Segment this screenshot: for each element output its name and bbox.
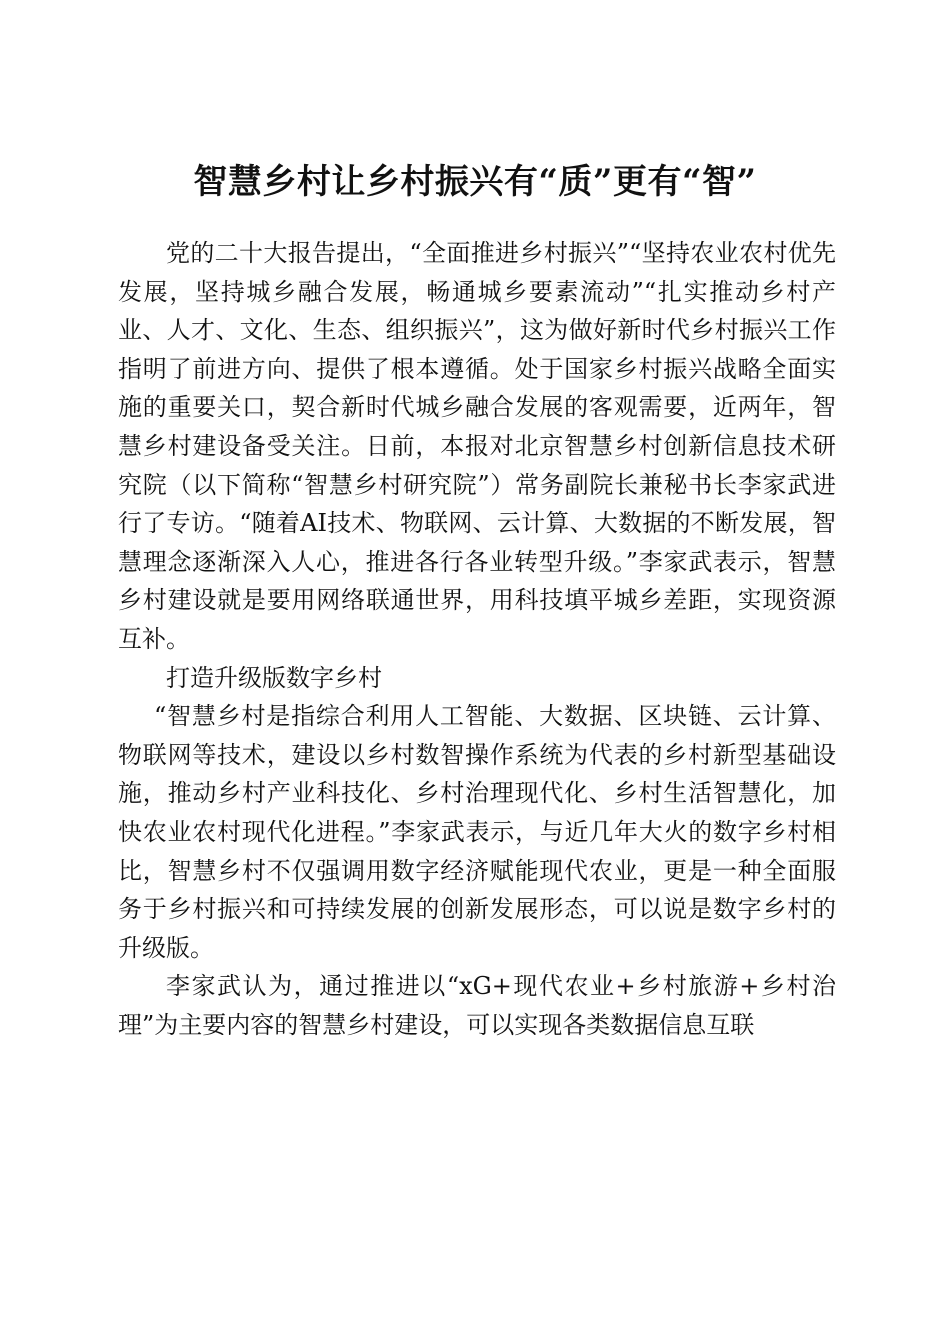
document-body <box>118 234 836 1044</box>
paragraph-intro: 党的二十大报告提出，“全面推进乡村振兴”“坚持农业农村优先发展，坚持城乡融合发展，畅通城乡要素流动”“扎实推动乡村产业、人才、文化、生态、组织振兴”，这为做好新时代乡村振兴工作指明了前进方向、提供了根本遵循。处于国家乡村振兴战略全面实施的重要关口，契合新时代城乡融合发展的客观需要，近两年，智慧乡村建设备受关注。日前，本报对北京智慧乡村创新信息技术研究院（以下简称“智慧乡村研究院”）常务副院长兼秘书长李家武进行了专访。“随着AI技术、物联网、云计算、大数据的不断发展，智慧理念逐渐深入人心，推进各行各业转型升级。”李家武表示，智慧乡村建设就是要用网络联通世界，用科技填平城乡差距，实现资源互补。 <box>118 239 836 653</box>
paragraph-opinion: 李家武认为，通过推进以“xG+现代农业+乡村旅游+乡村治理”为主要内容的智慧乡村建设，可以实现各类数据信息互联 <box>118 972 836 1039</box>
document-title: 智慧乡村让乡村振兴有“质”更有“智” <box>193 161 757 202</box>
paragraph-definition: “智慧乡村是指综合利用人工智能、大数据、区块链、云计算、物联网等技术，建设以乡村数智操作系统为代表的乡村新型基础设施，推动乡村产业科技化、乡村治理现代化、乡村生活智慧化，加快农业农村现代化进程。”李家武表示，与近几年大火的数字乡村相比，智慧乡村不仅强调用数字经济赋能现代农业，更是一种全面服务于乡村振兴和可持续发展的创新发展形态，可以说是数字乡村的升级版。 <box>118 702 836 962</box>
section-heading: 打造升级版数字乡村 <box>166 663 382 692</box>
